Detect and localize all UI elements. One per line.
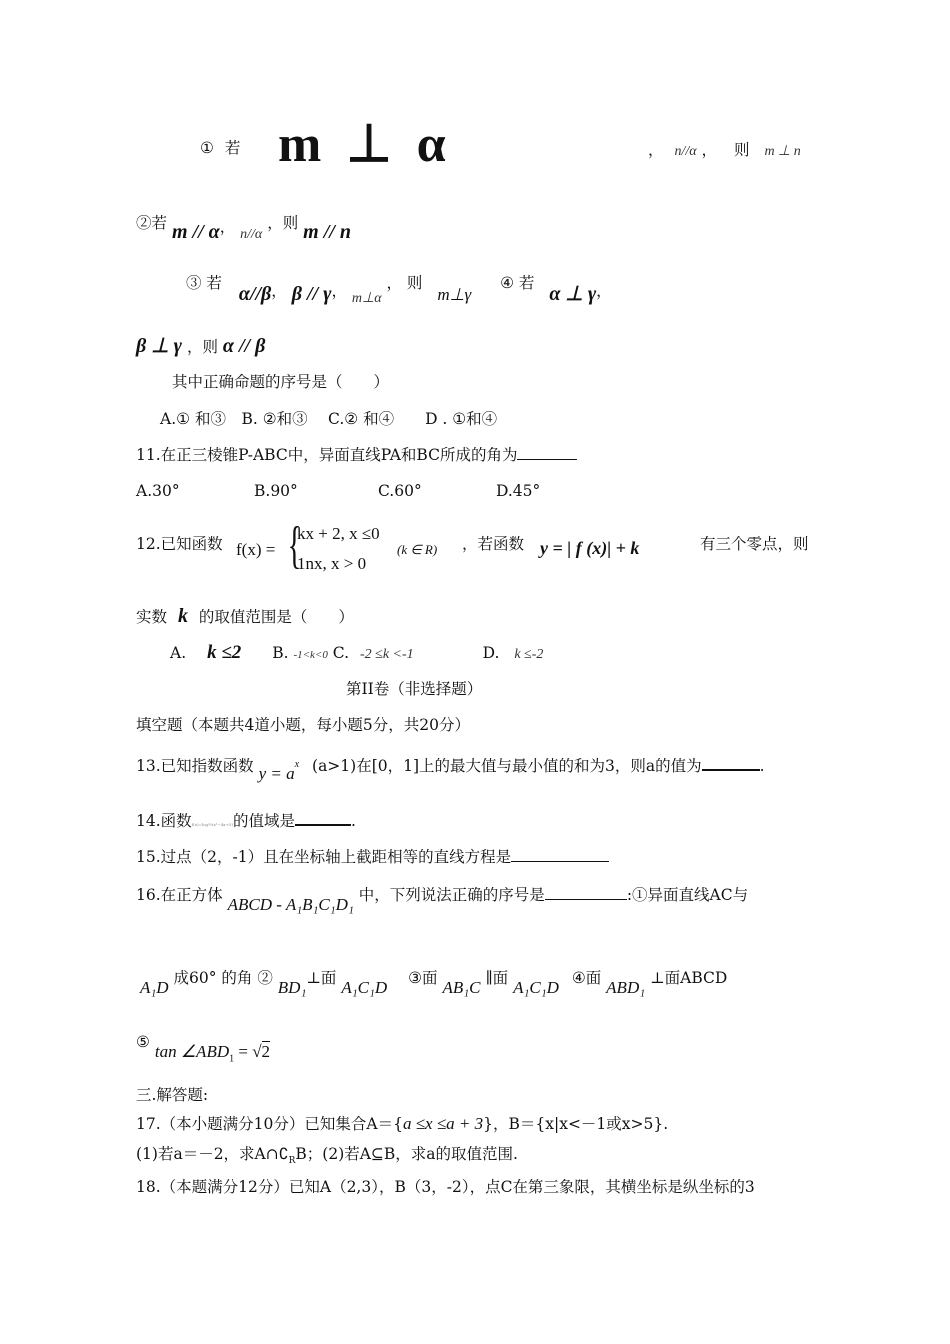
q17-line2: [136, 1144, 518, 1171]
tail: 的值域是: [233, 812, 296, 830]
set: a ≤x ≤a + 3: [402, 1114, 484, 1133]
ze: ，则: [186, 338, 218, 356]
lead: 16.在正方体: [136, 886, 223, 904]
b: }，B＝{x|x<－1或x>5}.: [483, 1115, 669, 1133]
end: .: [759, 757, 765, 776]
statement-2: ②若 m // α， n//α ，则 m // n: [136, 214, 351, 243]
q12-case2: 1nx, x > 0: [297, 554, 367, 573]
a1d: A₁D: [140, 978, 169, 997]
q16-line1: [136, 885, 749, 914]
b: B；(2)若A⊆B，求a的取值范围.: [295, 1145, 518, 1163]
e2: β // γ: [291, 283, 332, 305]
h: ∥面: [485, 969, 509, 987]
ab1c: AB₁C: [442, 978, 481, 997]
statement-1-expr: m ⊥ α: [278, 116, 452, 173]
statement-4-tail: [136, 336, 265, 357]
comma: ，: [701, 141, 718, 159]
e5: β ⊥ γ: [136, 335, 182, 357]
a1c1d-2: A₁C₁D: [513, 978, 559, 997]
answer-blank[interactable]: [545, 885, 627, 900]
l: ⊥面ABCD: [650, 969, 728, 987]
ruo: 若: [224, 139, 241, 157]
q12-fx: f(x) =: [236, 540, 276, 559]
ze: ， 则: [386, 274, 423, 292]
q12-tail: 有三个零点，则: [700, 535, 809, 553]
q11-stem: [136, 445, 577, 465]
section3-title: 三.解答题:: [136, 1086, 209, 1104]
q12-line2: [136, 606, 354, 627]
bd1: BD₁: [277, 978, 307, 997]
answer-blank[interactable]: [702, 755, 760, 771]
opt-d: k ≤-2: [514, 647, 544, 662]
lead: 13.已知指数函数: [136, 757, 254, 776]
tan: tan ∠ABD: [154, 1042, 230, 1061]
lead: 14.函数: [136, 812, 192, 830]
statement-1-tail: [648, 140, 801, 162]
circled-1: ①: [200, 139, 214, 157]
cube: ABCD - A₁B₁C₁D₁: [227, 895, 354, 914]
sqrt-icon: √: [252, 1042, 262, 1061]
stem: 11.在正三棱锥P-ABC中，异面直线PA和BC所成的角为: [136, 446, 518, 464]
cond2: n//α: [240, 227, 263, 242]
opt-b-label: B.: [272, 644, 289, 662]
tail: (a>1)在[0，1]上的最大值与最小值的和为3，则a的值为: [312, 757, 702, 776]
circ5: ⑤: [136, 1033, 150, 1051]
fill-header: 填空题（本题共4道小题，每小题5分，共20分）: [136, 716, 470, 734]
stem: 15.过点（2，-1）且在坐标轴上截距相等的直线方程是: [136, 848, 512, 866]
q11-option-a: A.30°: [136, 482, 180, 500]
f: ③面: [408, 969, 438, 987]
sqrt-val: 2: [261, 1042, 271, 1061]
q10-options: A.① 和③ B. ②和③ C.② 和④ D . ①和④: [160, 410, 498, 428]
q12-yexpr: y = | f (x)| + k: [540, 538, 640, 558]
y-eq-a: y = a: [258, 764, 295, 784]
sub: 1: [229, 1053, 235, 1065]
q11-option-d: D.45°: [496, 482, 541, 500]
q14: [136, 810, 356, 835]
shishu: 实数: [136, 608, 168, 626]
q12-lead: 12.已知函数: [136, 535, 223, 553]
condition-n-parallel-alpha: n//α: [674, 144, 697, 159]
opt-d-label: D.: [482, 644, 500, 662]
q15: [136, 847, 609, 867]
text: 的取值范围是（ ）: [198, 608, 354, 626]
e1: α//β: [238, 283, 272, 305]
a: 17.（本小题满分10分）已知集合A＝{: [136, 1115, 403, 1133]
eq: =: [238, 1042, 253, 1061]
q10-question: 其中正确命题的序号是（ ）: [172, 373, 390, 391]
lead: ③ 若: [186, 274, 222, 292]
answer-blank[interactable]: [295, 810, 351, 826]
conclusion: m // n: [303, 221, 351, 243]
d: ⊥面: [306, 969, 337, 987]
opt-c: -2 ≤k <-1: [359, 647, 414, 662]
opt-b: -1<k<0: [293, 649, 328, 661]
q11-option-b: B.90°: [254, 482, 298, 500]
q11-option-c: C.60°: [378, 482, 422, 500]
b: 成60° 的角 ②: [173, 969, 273, 987]
opt-a: k ≤2: [207, 642, 242, 663]
q14-function-image: f(x)=log½(x²−4x+5): [191, 822, 234, 827]
statement-3-4: ③ 若 α//β， β // γ， m⊥α ， 则 m⊥γ ④ 若 α ⊥ γ，: [186, 274, 612, 306]
lead4: ④ 若: [500, 274, 535, 292]
q12-domain: (k ∈ R): [397, 542, 438, 557]
ze: ，则: [267, 214, 299, 232]
q12-options: [170, 643, 543, 665]
conclusion: m⊥γ: [437, 285, 472, 304]
a: (1)若a＝－2，求A∩∁: [136, 1145, 289, 1163]
e4: α ⊥ γ: [549, 283, 597, 305]
opt-a-label: A.: [170, 644, 187, 662]
opt-c-label: C.: [332, 644, 350, 662]
conclusion-m-perp-n: m ⊥ n: [764, 144, 801, 159]
comma: ，: [648, 141, 664, 159]
k: k: [177, 605, 188, 627]
q13: [136, 753, 765, 784]
ze: 则: [733, 141, 750, 159]
e3: m⊥α: [351, 291, 382, 306]
abd1: ABD₁: [606, 978, 646, 997]
answer-blank[interactable]: [511, 847, 609, 862]
q16-line3: [136, 1032, 271, 1065]
q16-line2: [140, 968, 728, 997]
expr: m // α: [171, 221, 220, 243]
answer-blank[interactable]: [517, 445, 577, 460]
statement-1: [200, 138, 240, 158]
tan-expr: [154, 1042, 271, 1065]
piecewise-brace: {: [287, 517, 302, 574]
q18-line1: 18.（本题满分12分）已知A（2,3），B（3，-2），点C在第三象限，其横坐标是纵坐标的3: [136, 1178, 755, 1196]
mid: 中，下列说法正确的序号是: [358, 886, 545, 904]
lead: ②若: [136, 214, 168, 232]
end: .: [351, 812, 356, 830]
exp: x: [294, 759, 300, 770]
q12-case1: kx + 2, x ≤0: [297, 524, 380, 543]
section2-title: 第II卷（非选择题）: [346, 680, 483, 698]
conclusion: α // β: [222, 335, 266, 357]
q12-mid: ，若函数: [462, 535, 525, 553]
j: ④面: [571, 969, 602, 987]
q17-line1: [136, 1114, 668, 1134]
tail: :①异面直线AC与: [626, 886, 749, 904]
sub-r: R: [288, 1156, 296, 1167]
a1c1d-1: A₁C₁D: [341, 978, 388, 997]
